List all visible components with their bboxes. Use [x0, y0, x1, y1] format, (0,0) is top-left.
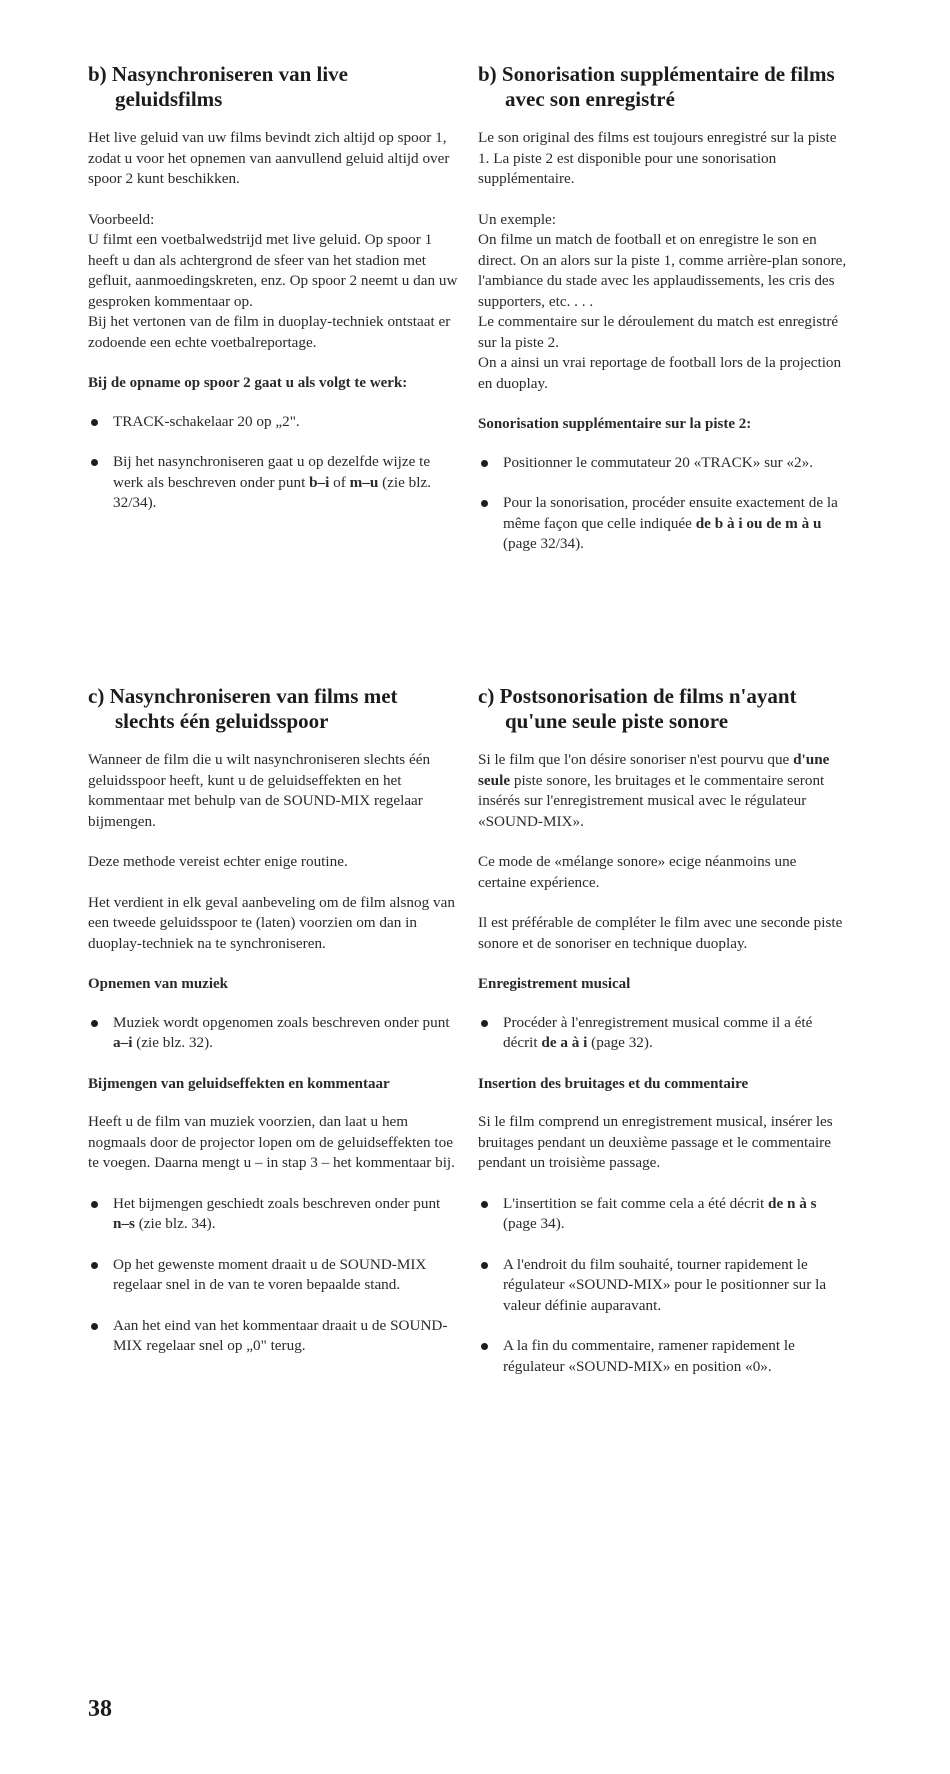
- paragraph: On filme un match de football et on enregistre le son en direct. On an alors sur la piste 1, comme arrière-plan sonore, l'ambiance du stade avec les applaudissements, les cris des supporters, etc. . . .: [478, 231, 847, 310]
- list-item: TRACK-schakelaar 20 op „2".: [88, 412, 458, 433]
- bullet-icon: [481, 460, 488, 467]
- list-item: Pour la sonorisation, procéder ensuite exactement de la même façon que celle indiquée de b à i ou de m à u (page 32/34).: [478, 493, 848, 555]
- bullet-icon: [91, 1201, 98, 1208]
- section-title: b) Sonorisation supplémentaire de films avec son enregistré: [478, 62, 835, 111]
- list-item: A l'endroit du film souhaité, tourner rapidement le régulateur «SOUND-MIX» pour le positionner sur la valeur définie auparavant.: [478, 1255, 848, 1317]
- bullet-list: [88, 412, 458, 514]
- paragraph: Il est préférable de compléter le film avec une seconde piste sonore et de sonoriser en technique duoplay.: [478, 914, 843, 952]
- bullet-list: [478, 1013, 848, 1054]
- subheading: Opnemen van muziek: [88, 976, 229, 992]
- bullet-icon: [91, 459, 98, 466]
- paragraph: Het verdient in elk geval aanbeveling om de film alsnog van een tweede geluidsspoor te (laten) voorzien om dan in duoplay-techniek na te synchroniseren.: [88, 893, 455, 952]
- subheading: Bijmengen van geluidseffekten en kommentaar: [88, 1075, 390, 1092]
- paragraph: Si le film comprend un enregistrement musical, insérer les bruitages pendant un deuxième passage et le commentaire pendant un troisième passage.: [478, 1113, 833, 1171]
- list-item: A la fin du commentaire, ramener rapidement le régulateur «SOUND-MIX» en position «0».: [478, 1336, 848, 1377]
- bullet-icon: [91, 1323, 98, 1330]
- bullet-list: [88, 1013, 458, 1054]
- subheading: Enregistrement musical: [478, 976, 631, 992]
- list-item: L'insertition se fait comme cela a été décrit de n à s (page 34).: [478, 1194, 848, 1235]
- subheading: Insertion des bruitages et du commentaire: [478, 1075, 749, 1092]
- bullet-icon: [91, 1262, 98, 1269]
- list-item: Muziek wordt opgenomen zoals beschreven onder punt a–i (zie blz. 32).: [88, 1013, 458, 1054]
- list-item: Het bijmengen geschiedt zoals beschreven onder punt n–s (zie blz. 34).: [88, 1194, 458, 1235]
- bullet-list: [478, 453, 848, 555]
- subheading: Sonorisation supplémentaire sur la piste 2:: [478, 416, 752, 432]
- paragraph: Le son original des films est toujours enregistré sur la piste 1. La piste 2 est disponible pour une sonorisation supplémentaire.: [478, 129, 837, 187]
- bullet-icon: [481, 1262, 488, 1269]
- bullet-list: [478, 1194, 848, 1378]
- bullet-icon: [481, 1020, 488, 1027]
- paragraph: U filmt een voetbalwedstrijd met live geluid. Op spoor 1 heeft u dan als achtergrond de sfeer van het stadion met gefluit, aanmoedingskreten, enz. Op spoor 2 neemt u dan uw gesproken kommentaar op.: [88, 231, 458, 310]
- list-item: Bij het nasynchroniseren gaat u op dezelfde wijze te werk als beschreven onder punt b–i of m–u (zie blz. 32/34).: [88, 452, 458, 514]
- list-item: Aan het eind van het kommentaar draait u de SOUND-MIX regelaar snel op „0" terug.: [88, 1316, 458, 1357]
- paragraph: Ce mode de «mélange sonore» ecige néanmoins une certaine expérience.: [478, 853, 797, 891]
- bullet-icon: [481, 500, 488, 507]
- list-item: Procéder à l'enregistrement musical comme il a été décrit de a à i (page 32).: [478, 1013, 848, 1054]
- example-label: Un exemple:: [478, 210, 557, 228]
- subheading: Bij de opname op spoor 2 gaat u als volgt te werk:: [88, 375, 408, 391]
- paragraph: Si le film que l'on désire sonoriser n'est pourvu que d'une seule piste sonore, les bruitages et le commentaire seront insérés sur l'enregistrement musical avec le régulateur «SOUND-MIX».: [478, 751, 830, 830]
- section-b-dutch: [88, 62, 458, 534]
- section-title: c) Nasynchroniseren van films met slechts één geluidsspoor: [88, 684, 398, 733]
- page-number: 38: [88, 1696, 112, 1722]
- section-title: b) Nasynchroniseren van live geluidsfilms: [88, 62, 348, 111]
- section-b-french: [478, 62, 848, 575]
- bullet-list: [88, 1194, 458, 1357]
- paragraph: On a ainsi un vrai reportage de football lors de la projection en duoplay.: [478, 354, 842, 392]
- section-c-dutch: [88, 684, 458, 1377]
- section-title: c) Postsonorisation de films n'ayant qu'une seule piste sonore: [478, 684, 797, 733]
- bullet-icon: [481, 1343, 488, 1350]
- paragraph: Deze methode vereist echter enige routine.: [88, 853, 348, 870]
- paragraph: Bij het vertonen van de film in duoplay-techniek ontstaat er zodoende een echte voetbalreportage.: [88, 313, 451, 351]
- paragraph: Wanneer de film die u wilt nasynchroniseren slechts één geluidsspoor heeft, kunt u de geluidseffekten en het kommentaar met behulp van de SOUND-MIX regelaar bijmengen.: [88, 751, 431, 830]
- paragraph: Heeft u de film van muziek voorzien, dan laat u hem nogmaals door de projector lopen om de geluidseffekten toe te voegen. Daarna mengt u – in stap 3 – het kommentaar bij.: [88, 1113, 455, 1171]
- bullet-icon: [91, 419, 98, 426]
- paragraph: Le commentaire sur le déroulement du match est enregistré sur la piste 2.: [478, 313, 839, 351]
- paragraph: Het live geluid van uw films bevindt zich altijd op spoor 1, zodat u voor het opnemen van aanvullend geluid altijd over spoor 2 kunt beschikken.: [88, 129, 450, 187]
- list-item: Op het gewenste moment draait u de SOUND-MIX regelaar snel in de van te voren bepaalde stand.: [88, 1255, 458, 1296]
- example-label: Voorbeeld:: [88, 210, 155, 228]
- bullet-icon: [481, 1201, 488, 1208]
- section-c-french: [478, 684, 848, 1397]
- bullet-icon: [91, 1020, 98, 1027]
- list-item: Positionner le commutateur 20 «TRACK» sur «2».: [478, 453, 848, 474]
